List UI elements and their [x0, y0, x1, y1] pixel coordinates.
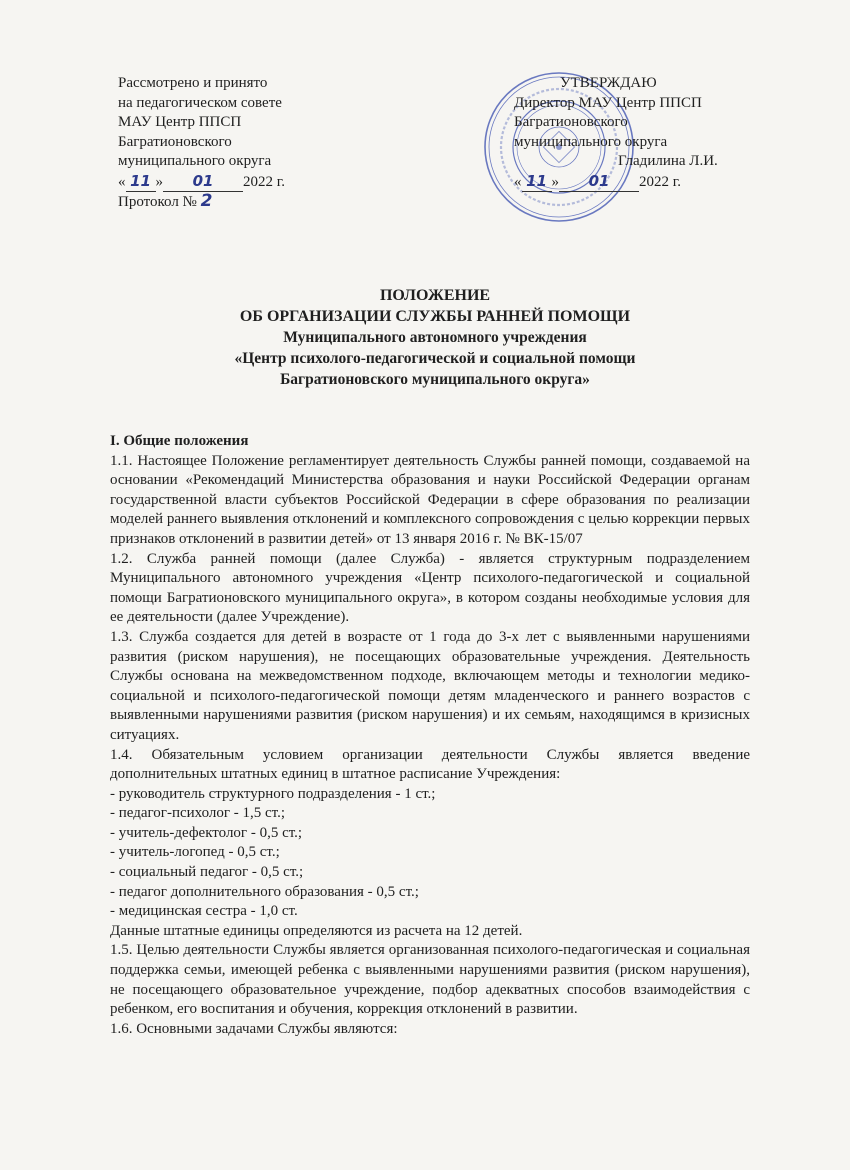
staff-item: - социальный педагог - 0,5 ст.;	[110, 864, 304, 881]
approval-heading: УТВЕРЖДАЮ	[560, 75, 657, 91]
title-line-2: ОБ ОРГАНИЗАЦИИ СЛУЖБЫ РАННЕЙ ПОМОЩИ	[239, 308, 631, 325]
director-name: Гладилина Л.И.	[618, 153, 718, 169]
staff-item: - педагог-психолог - 1,5 ст.;	[110, 805, 286, 822]
approval-date-day: 11	[522, 172, 552, 193]
review-line-3: МАУ Центр ППСП	[118, 114, 242, 130]
title-line-3: Муниципального автономного учреждения	[283, 329, 587, 346]
title-line-5: Багратионовского муниципального округа»	[280, 371, 590, 388]
review-date-month: 01	[163, 172, 243, 193]
title-line-1: ПОЛОЖЕНИЕ	[379, 287, 491, 304]
approval-date: « 11 » 01 2022 г.	[514, 172, 754, 193]
document-body	[110, 432, 750, 1039]
approval-date-year: 2022 г.	[639, 173, 681, 190]
approval-line-2: Директор МАУ Центр ППСП	[514, 94, 702, 111]
title-line-4: «Центр психолого-педагогической и социальной помощи	[234, 350, 636, 367]
staff-item: - учитель-дефектолог - 0,5 ст.;	[110, 824, 303, 841]
paragraph-1-5: 1.5. Целью деятельности Службы является организованная психолого-педагогическая и социальная поддержка семьи, имеющей ребенка с выявленными нарушениями развития (риском нарушения), не посещающего образовательное учреждение, подбор адекватных способов взаимодействия с ребенком, его воспитания и обучения, коррекция отклонений в развитии.	[110, 942, 750, 1018]
approval-line-4: муниципального округа	[514, 133, 668, 150]
review-block	[118, 74, 348, 213]
protocol-line: Протокол № 2	[118, 191, 213, 211]
staff-item: - учитель-логопед - 0,5 ст.;	[110, 844, 280, 861]
document-title	[110, 285, 760, 390]
review-line-5: муниципального округа	[118, 153, 272, 169]
staff-item: - педагог дополнительного образования - 0,5 ст.;	[110, 883, 419, 900]
review-date-day: 11	[126, 172, 156, 193]
paragraph-1-6: 1.6. Основными задачами Службы являются:	[110, 1020, 398, 1037]
paragraph-1-3: 1.3. Служба создается для детей в возрасте от 1 года до 3-х лет с выявленными нарушениями развития (риском нарушения), не посещающих образовательные учреждения. Деятельность Службы основана на межведомственном подходе, включающем методы и технологии медико-социальной и психолого-педагогической помощи детям младенческого и раннего возрастов с выявленными нарушениями развития (риском нарушения) и их семьям, находящимся в кризисных ситуациях.	[110, 628, 750, 743]
paragraph-1-4: 1.4. Обязательным условием организации деятельности Службы является введение дополнительных штатных единиц в штатное расписание Учреждения:	[110, 746, 750, 783]
review-line-4: Багратионовского	[118, 133, 232, 150]
approval-line-3: Багратионовского	[514, 114, 628, 130]
review-line-2: на педагогическом совете	[118, 94, 282, 111]
staff-note: Данные штатные единицы определяются из расчета на 12 детей.	[110, 922, 523, 939]
paragraph-1-2: 1.2. Служба ранней помощи (далее Служба) - является структурным подразделением Муниципального автономного учреждения «Центр психолого-педагогической и социальной помощи Багратионовского муниципального округа», в котором созданы необходимые условия для ее деятельности (далее Учреждение).	[110, 550, 750, 626]
review-date-year: 2022 г.	[243, 173, 285, 190]
review-line-1: Рассмотрено и принято	[118, 75, 268, 91]
staff-item: - руководитель структурного подразделения - 1 ст.;	[110, 785, 436, 802]
approval-date-month: 01	[559, 172, 639, 193]
paragraph-1-1: 1.1. Настоящее Положение регламентирует деятельность Службы ранней помощи, создаваемой на основании «Рекомендаций Министерства образования и науки Российской Федерации органам государственной власти субъектов Российской Федерации в сфере образования по реализации моделей раннего выявления отклонений и комплексного сопровождения с целью коррекции первых признаков отклонений в развитии детей» от 13 января 2016 г. № ВК-15/07	[110, 452, 750, 547]
section-heading: I. Общие положения	[110, 433, 249, 449]
approval-block	[514, 74, 754, 192]
staff-item: - медицинская сестра - 1,0 ст.	[110, 903, 298, 920]
protocol-number: 2	[200, 191, 213, 211]
review-date: « 11 » 01 2022 г.	[118, 172, 348, 193]
